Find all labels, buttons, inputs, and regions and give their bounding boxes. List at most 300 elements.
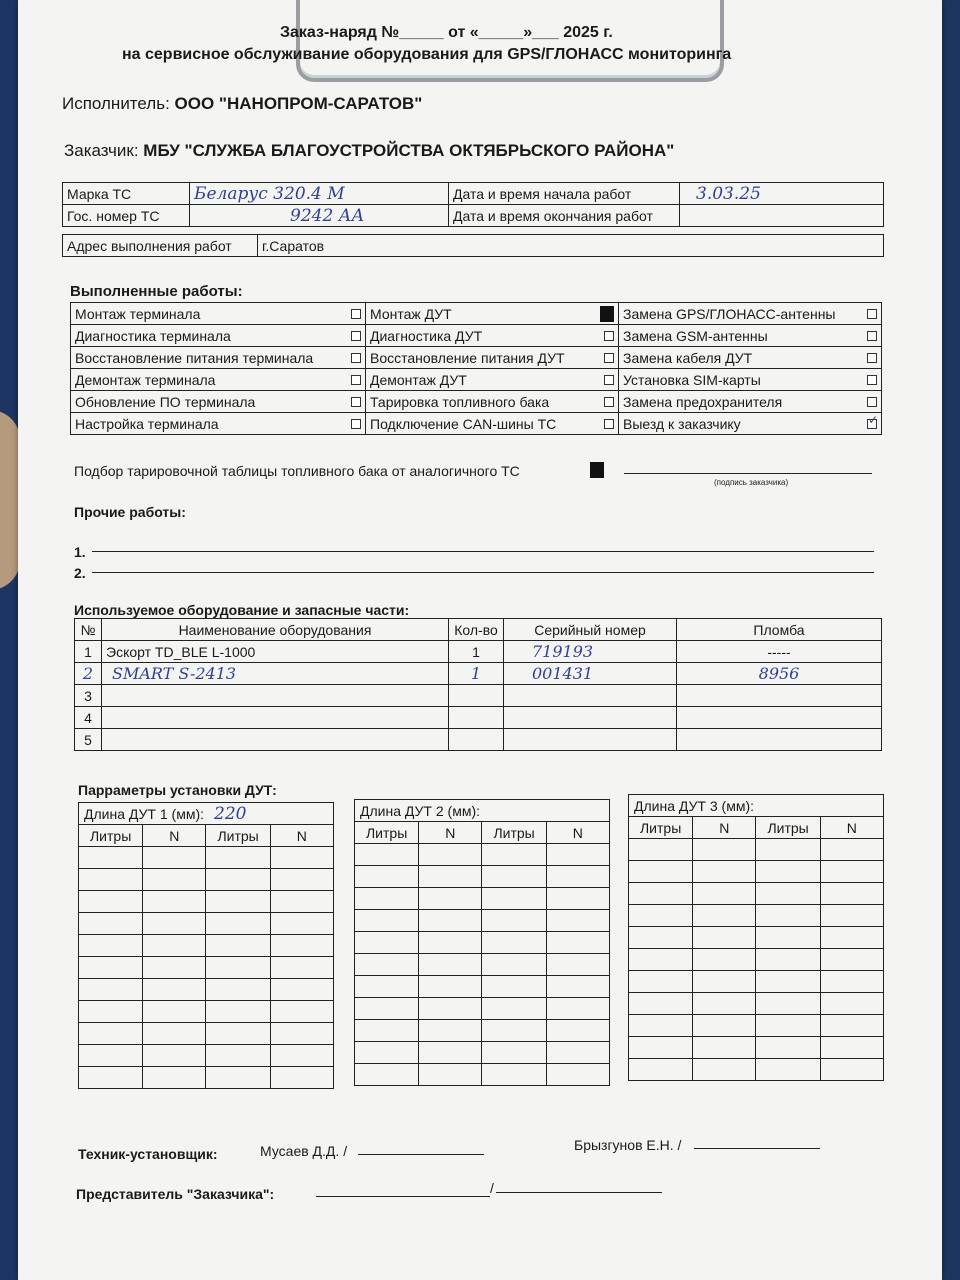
dut-row (629, 1015, 884, 1037)
dut-cell (419, 1020, 482, 1042)
dut-cell (143, 1001, 206, 1023)
work-checkbox[interactable] (600, 306, 614, 322)
technician1-name: Мусаев Д.Д. / (260, 1143, 348, 1159)
address-value: г.Саратов (258, 235, 884, 257)
dut-cell (270, 1001, 333, 1023)
dut-table-3 (628, 794, 884, 1081)
dut-cell (355, 954, 419, 976)
calibration-text: Подбор тарировочной таблицы топливного бака от аналогичного ТС (74, 463, 520, 479)
dut-cell (270, 1023, 333, 1045)
plate-value: 9242 АА (190, 205, 449, 227)
dut-cell (206, 1045, 270, 1067)
work-label: Диагностика терминала (75, 327, 231, 344)
work-cell (71, 325, 366, 347)
dut-cell (756, 883, 820, 905)
dut-cell (270, 957, 333, 979)
work-cell (71, 391, 366, 413)
dut-row (79, 891, 334, 913)
dut-row (79, 847, 334, 869)
dut-table-1 (78, 802, 334, 1089)
equipment-seal-cell (677, 729, 882, 751)
equipment-n-cell: 4 (75, 707, 102, 729)
equipment-qty-cell (449, 707, 504, 729)
dut-header-cell: Литры (206, 825, 270, 847)
dut-cell (546, 1064, 609, 1086)
dut-cell (355, 1042, 419, 1064)
work-checkbox[interactable] (867, 397, 877, 407)
start-value: 3.03.25 (680, 183, 884, 205)
dut-cell (693, 1037, 756, 1059)
dut-row (79, 979, 334, 1001)
start-label: Дата и время начала работ (449, 183, 680, 205)
dut-cell (756, 927, 820, 949)
signature-caption: (подпись заказчика) (714, 478, 789, 487)
dut-cell (482, 888, 546, 910)
equipment-header-cell: Кол-во (449, 619, 504, 641)
dut-cell (79, 891, 143, 913)
dut-cell (143, 891, 206, 913)
dut-cell (756, 971, 820, 993)
work-label: Восстановление питания ДУТ (370, 349, 565, 366)
work-item (75, 394, 361, 410)
dut-cell (482, 866, 546, 888)
dut-cell (629, 861, 693, 883)
customer-value: МБУ "СЛУЖБА БЛАГОУСТРОЙСТВА ОКТЯБРЬСКОГО РАЙОНА" (143, 141, 675, 160)
equipment-row (75, 663, 882, 685)
other-works-title: Прочие работы: (74, 504, 186, 520)
dut-row (79, 1001, 334, 1023)
dut-cell (143, 1045, 206, 1067)
works-row (71, 303, 882, 325)
work-label: Установка SIM-карты (623, 371, 761, 388)
representative-separator: / (490, 1180, 494, 1196)
works-row (71, 391, 882, 413)
dut-cell (79, 979, 143, 1001)
dut-cell (820, 927, 883, 949)
dut-cell (546, 1042, 609, 1064)
work-cell (366, 325, 619, 347)
dut-cell (143, 957, 206, 979)
equipment-n-cell: 2 (75, 663, 102, 685)
work-cell (71, 303, 366, 325)
equipment-n-cell: 1 (75, 641, 102, 663)
dut-label-row (629, 795, 884, 817)
dut-label-cell (629, 795, 884, 817)
works-table (70, 302, 882, 435)
equipment-qty-cell (449, 685, 504, 707)
dut-cell (693, 927, 756, 949)
dut-length-value: 220 (214, 803, 247, 824)
equipment-serial-cell (504, 685, 677, 707)
dut-cell (206, 935, 270, 957)
dut-cell (143, 1067, 206, 1089)
equipment-serial-cell (504, 707, 677, 729)
dut-label-cell (355, 800, 610, 822)
vehicle-info-table (62, 182, 884, 227)
representative-label: Представитель "Заказчика": (76, 1186, 275, 1202)
work-cell (366, 303, 619, 325)
dut-row (79, 935, 334, 957)
work-cell (366, 391, 619, 413)
dut-cell (355, 976, 419, 998)
equipment-title: Используемое оборудование и запасные части: (74, 602, 410, 618)
dut-cell (419, 1042, 482, 1064)
customer-signature-line (624, 473, 872, 474)
dut-cell (270, 979, 333, 1001)
work-checkbox[interactable] (867, 331, 877, 341)
dut-cell (206, 869, 270, 891)
dut-row (629, 971, 884, 993)
dut-cell (270, 913, 333, 935)
dut-row (629, 861, 884, 883)
work-checkbox[interactable] (604, 353, 614, 363)
work-checkbox[interactable] (867, 419, 877, 429)
work-item (370, 372, 614, 388)
work-checkbox[interactable] (604, 397, 614, 407)
work-label: Восстановление питания терминала (75, 349, 314, 366)
dut-cell (546, 1020, 609, 1042)
doc-subtitle: на сервисное обслуживание оборудования для GPS/ГЛОНАСС мониторинга (122, 46, 732, 63)
work-item (623, 350, 877, 366)
doc-title: Заказ-наряд №_____ от «_____»___ 2025 г. (280, 24, 613, 41)
equipment-n-cell: 5 (75, 729, 102, 751)
dut-cell (756, 949, 820, 971)
dut-cell (79, 869, 143, 891)
work-item (75, 306, 361, 322)
work-item (75, 416, 361, 432)
work-label: Замена GPS/ГЛОНАСС-антенны (623, 305, 836, 322)
equipment-header-cell: № (75, 619, 102, 641)
equipment-seal-cell (677, 685, 882, 707)
dut-cell (629, 1037, 693, 1059)
work-item (370, 394, 614, 410)
work-checkbox[interactable] (867, 375, 877, 385)
dut-cell (693, 883, 756, 905)
dut-row (355, 998, 610, 1020)
dut-cell (629, 971, 693, 993)
dut-row (355, 954, 610, 976)
dut-cell (546, 910, 609, 932)
dut-cell (820, 1015, 883, 1037)
dut-cell (206, 913, 270, 935)
work-cell (619, 369, 882, 391)
equipment-header-row (75, 619, 882, 641)
work-cell (619, 303, 882, 325)
dut-cell (756, 905, 820, 927)
calibration-checkbox[interactable] (590, 462, 604, 478)
dut-header-cell: Литры (79, 825, 143, 847)
dut-cell (482, 1064, 546, 1086)
dut-cell (629, 1015, 693, 1037)
dut-cell (206, 979, 270, 1001)
work-checkbox[interactable] (351, 397, 361, 407)
dut-cell (756, 1015, 820, 1037)
works-row (71, 413, 882, 435)
equipment-table (74, 618, 882, 751)
dut-row (355, 1064, 610, 1086)
work-label: Замена кабеля ДУТ (623, 349, 753, 366)
dut-row (629, 927, 884, 949)
dut-cell (206, 891, 270, 913)
dut-header-cell: Литры (355, 822, 419, 844)
equipment-header-cell: Пломба (677, 619, 882, 641)
other-work-2-line (92, 572, 874, 573)
dut-header-cell: N (270, 825, 333, 847)
dut-cell (629, 949, 693, 971)
dut-row (79, 1067, 334, 1089)
dut-row (355, 976, 610, 998)
technician2-signature-line (694, 1148, 820, 1149)
work-checkbox[interactable] (351, 309, 361, 319)
dut-cell (693, 905, 756, 927)
executor-value: ООО "НАНОПРОМ-САРАТОВ" (174, 94, 423, 113)
end-value (680, 205, 884, 227)
dut-cell (419, 910, 482, 932)
dut-header-cell: N (820, 817, 883, 839)
dut-cell (482, 1020, 546, 1042)
dut-cell (143, 869, 206, 891)
dut-cell (820, 971, 883, 993)
dut-cell (629, 993, 693, 1015)
work-checkbox[interactable] (867, 353, 877, 363)
dut-cell (79, 913, 143, 935)
equipment-name-cell: SMART S-2413 (102, 663, 449, 685)
equipment-name-cell (102, 729, 449, 751)
dut-cell (270, 869, 333, 891)
equipment-qty-cell: 1 (449, 641, 504, 663)
representative-name-line (316, 1196, 490, 1197)
dut-header-cell: N (546, 822, 609, 844)
dut-cell (693, 1015, 756, 1037)
dut-length-label: Длина ДУТ 2 (мм): (360, 802, 480, 819)
dut-cell (355, 998, 419, 1020)
work-cell (619, 391, 882, 413)
equipment-name-cell: Эскорт TD_BLE L-1000 (102, 641, 449, 663)
work-item (75, 350, 361, 366)
dut-row (355, 1020, 610, 1042)
brand-value: Беларус 320.4 М (190, 183, 449, 205)
works-row (71, 347, 882, 369)
dut-row (355, 866, 610, 888)
dut-cell (419, 932, 482, 954)
dut-cell (820, 839, 883, 861)
dut-cell (482, 1042, 546, 1064)
dut-cell (419, 866, 482, 888)
equipment-name-cell (102, 707, 449, 729)
work-label: Выезд к заказчику (623, 415, 741, 432)
dut-cell (629, 905, 693, 927)
work-label: Обновление ПО терминала (75, 393, 256, 410)
equipment-row (75, 707, 882, 729)
dut-cell (820, 949, 883, 971)
work-label: Демонтаж терминала (75, 371, 216, 388)
work-label: Тарировка топливного бака (370, 393, 550, 410)
dut-cell (419, 998, 482, 1020)
thumb (0, 410, 20, 590)
dut-cell (546, 866, 609, 888)
work-cell (619, 347, 882, 369)
dut-cell (79, 1001, 143, 1023)
executor-line (62, 94, 422, 114)
other-work-2: 2. (74, 565, 86, 581)
dut-cell (355, 1064, 419, 1086)
other-work-1-line (92, 551, 874, 552)
dut-cell (355, 844, 419, 866)
dut-cell (143, 935, 206, 957)
equipment-serial-cell (504, 729, 677, 751)
customer-label: Заказчик: (64, 141, 139, 160)
work-cell (366, 369, 619, 391)
dut-cell (355, 888, 419, 910)
dut-cell (629, 883, 693, 905)
dut-cell (143, 979, 206, 1001)
dut-cell (820, 993, 883, 1015)
dut-cell (270, 847, 333, 869)
dut-cell (419, 954, 482, 976)
work-item (623, 306, 877, 322)
work-checkbox[interactable] (604, 375, 614, 385)
dut-header-cell: Литры (482, 822, 546, 844)
work-checkbox[interactable] (351, 419, 361, 429)
work-label: Подключение CAN-шины ТС (370, 415, 557, 432)
end-label: Дата и время окончания работ (449, 205, 680, 227)
dut-cell (820, 1059, 883, 1081)
dut-cell (482, 844, 546, 866)
dut-cell (419, 1064, 482, 1086)
dut-cell (546, 954, 609, 976)
dut-row (79, 1023, 334, 1045)
equipment-header-cell: Наименование оборудования (102, 619, 449, 641)
address-label: Адрес выполнения работ (63, 235, 258, 257)
dut-header-cell: Литры (629, 817, 693, 839)
work-cell (71, 347, 366, 369)
equipment-n-cell: 3 (75, 685, 102, 707)
dut-cell (820, 883, 883, 905)
dut-row (79, 1045, 334, 1067)
work-item (370, 306, 614, 322)
dut-cell (206, 1067, 270, 1089)
dut-row (79, 957, 334, 979)
work-item (623, 372, 877, 388)
dut-cell (143, 1023, 206, 1045)
dut-cell (693, 861, 756, 883)
work-label: Монтаж ДУТ (370, 305, 452, 322)
dut-cell (482, 998, 546, 1020)
dut-cell (79, 1067, 143, 1089)
dut-cell (355, 910, 419, 932)
dut-cell (482, 910, 546, 932)
dut-cell (79, 1045, 143, 1067)
work-cell (366, 347, 619, 369)
dut-label-row (355, 800, 610, 822)
dut-header-cell: N (693, 817, 756, 839)
work-label: Замена предохранителя (623, 393, 783, 410)
dut-cell (820, 905, 883, 927)
dut-cell (79, 1023, 143, 1045)
equipment-row (75, 685, 882, 707)
dut-cell (206, 847, 270, 869)
dut-cell (270, 1045, 333, 1067)
dut-cell (756, 1037, 820, 1059)
dut-cell (629, 1059, 693, 1081)
dut-row (355, 932, 610, 954)
dut-cell (79, 935, 143, 957)
equipment-serial-cell: 719193 (504, 641, 677, 663)
work-cell (71, 413, 366, 435)
dut-cell (270, 891, 333, 913)
work-label: Демонтаж ДУТ (370, 371, 467, 388)
dut-row (629, 993, 884, 1015)
dut-cell (693, 1059, 756, 1081)
work-item (75, 328, 361, 344)
work-item (370, 350, 614, 366)
dut-cell (693, 839, 756, 861)
dut-row (629, 949, 884, 971)
dut-cell (355, 1020, 419, 1042)
dut-params-title: Парраметры установки ДУТ: (78, 782, 277, 798)
dut-cell (546, 888, 609, 910)
work-checkbox[interactable] (351, 331, 361, 341)
work-item (370, 328, 614, 344)
dut-row (79, 869, 334, 891)
dut-header-cell: N (143, 825, 206, 847)
equipment-serial-cell: 001431 (504, 663, 677, 685)
dut-cell (693, 971, 756, 993)
dut-cell (79, 847, 143, 869)
dut-cell (546, 932, 609, 954)
technician2-name: Брызгунов Е.Н. / (574, 1137, 682, 1153)
other-work-1: 1. (74, 544, 86, 560)
work-checkbox[interactable] (604, 331, 614, 341)
order-sheet (18, 0, 942, 1280)
work-item (75, 372, 361, 388)
dut-length-label: Длина ДУТ 1 (мм): (84, 805, 204, 822)
equipment-seal-cell (677, 707, 882, 729)
dut-cell (756, 1059, 820, 1081)
work-cell (366, 413, 619, 435)
dut-cell (546, 976, 609, 998)
dut-cell (756, 861, 820, 883)
dut-row (629, 883, 884, 905)
dut-cell (756, 993, 820, 1015)
work-checkbox[interactable] (351, 353, 361, 363)
dut-cell (546, 844, 609, 866)
work-cell (619, 413, 882, 435)
dut-row (629, 839, 884, 861)
dut-table-2 (354, 799, 610, 1086)
dut-cell (756, 839, 820, 861)
work-item (370, 416, 614, 432)
dut-label-row (79, 803, 334, 825)
dut-row (355, 844, 610, 866)
work-cell (619, 325, 882, 347)
equipment-row (75, 729, 882, 751)
dut-cell (143, 913, 206, 935)
work-label: Замена GSM-антенны (623, 327, 768, 344)
equipment-qty-cell (449, 729, 504, 751)
work-item (623, 416, 877, 432)
equipment-header-cell: Серийный номер (504, 619, 677, 641)
work-checkbox[interactable] (351, 375, 361, 385)
dut-header-cell: Литры (756, 817, 820, 839)
dut-header-row (79, 825, 334, 847)
work-cell (71, 369, 366, 391)
work-checkbox[interactable] (867, 309, 877, 319)
dut-cell (270, 1067, 333, 1089)
work-checkbox[interactable] (604, 419, 614, 429)
dut-row (355, 910, 610, 932)
dut-length-label: Длина ДУТ 3 (мм): (634, 797, 754, 814)
